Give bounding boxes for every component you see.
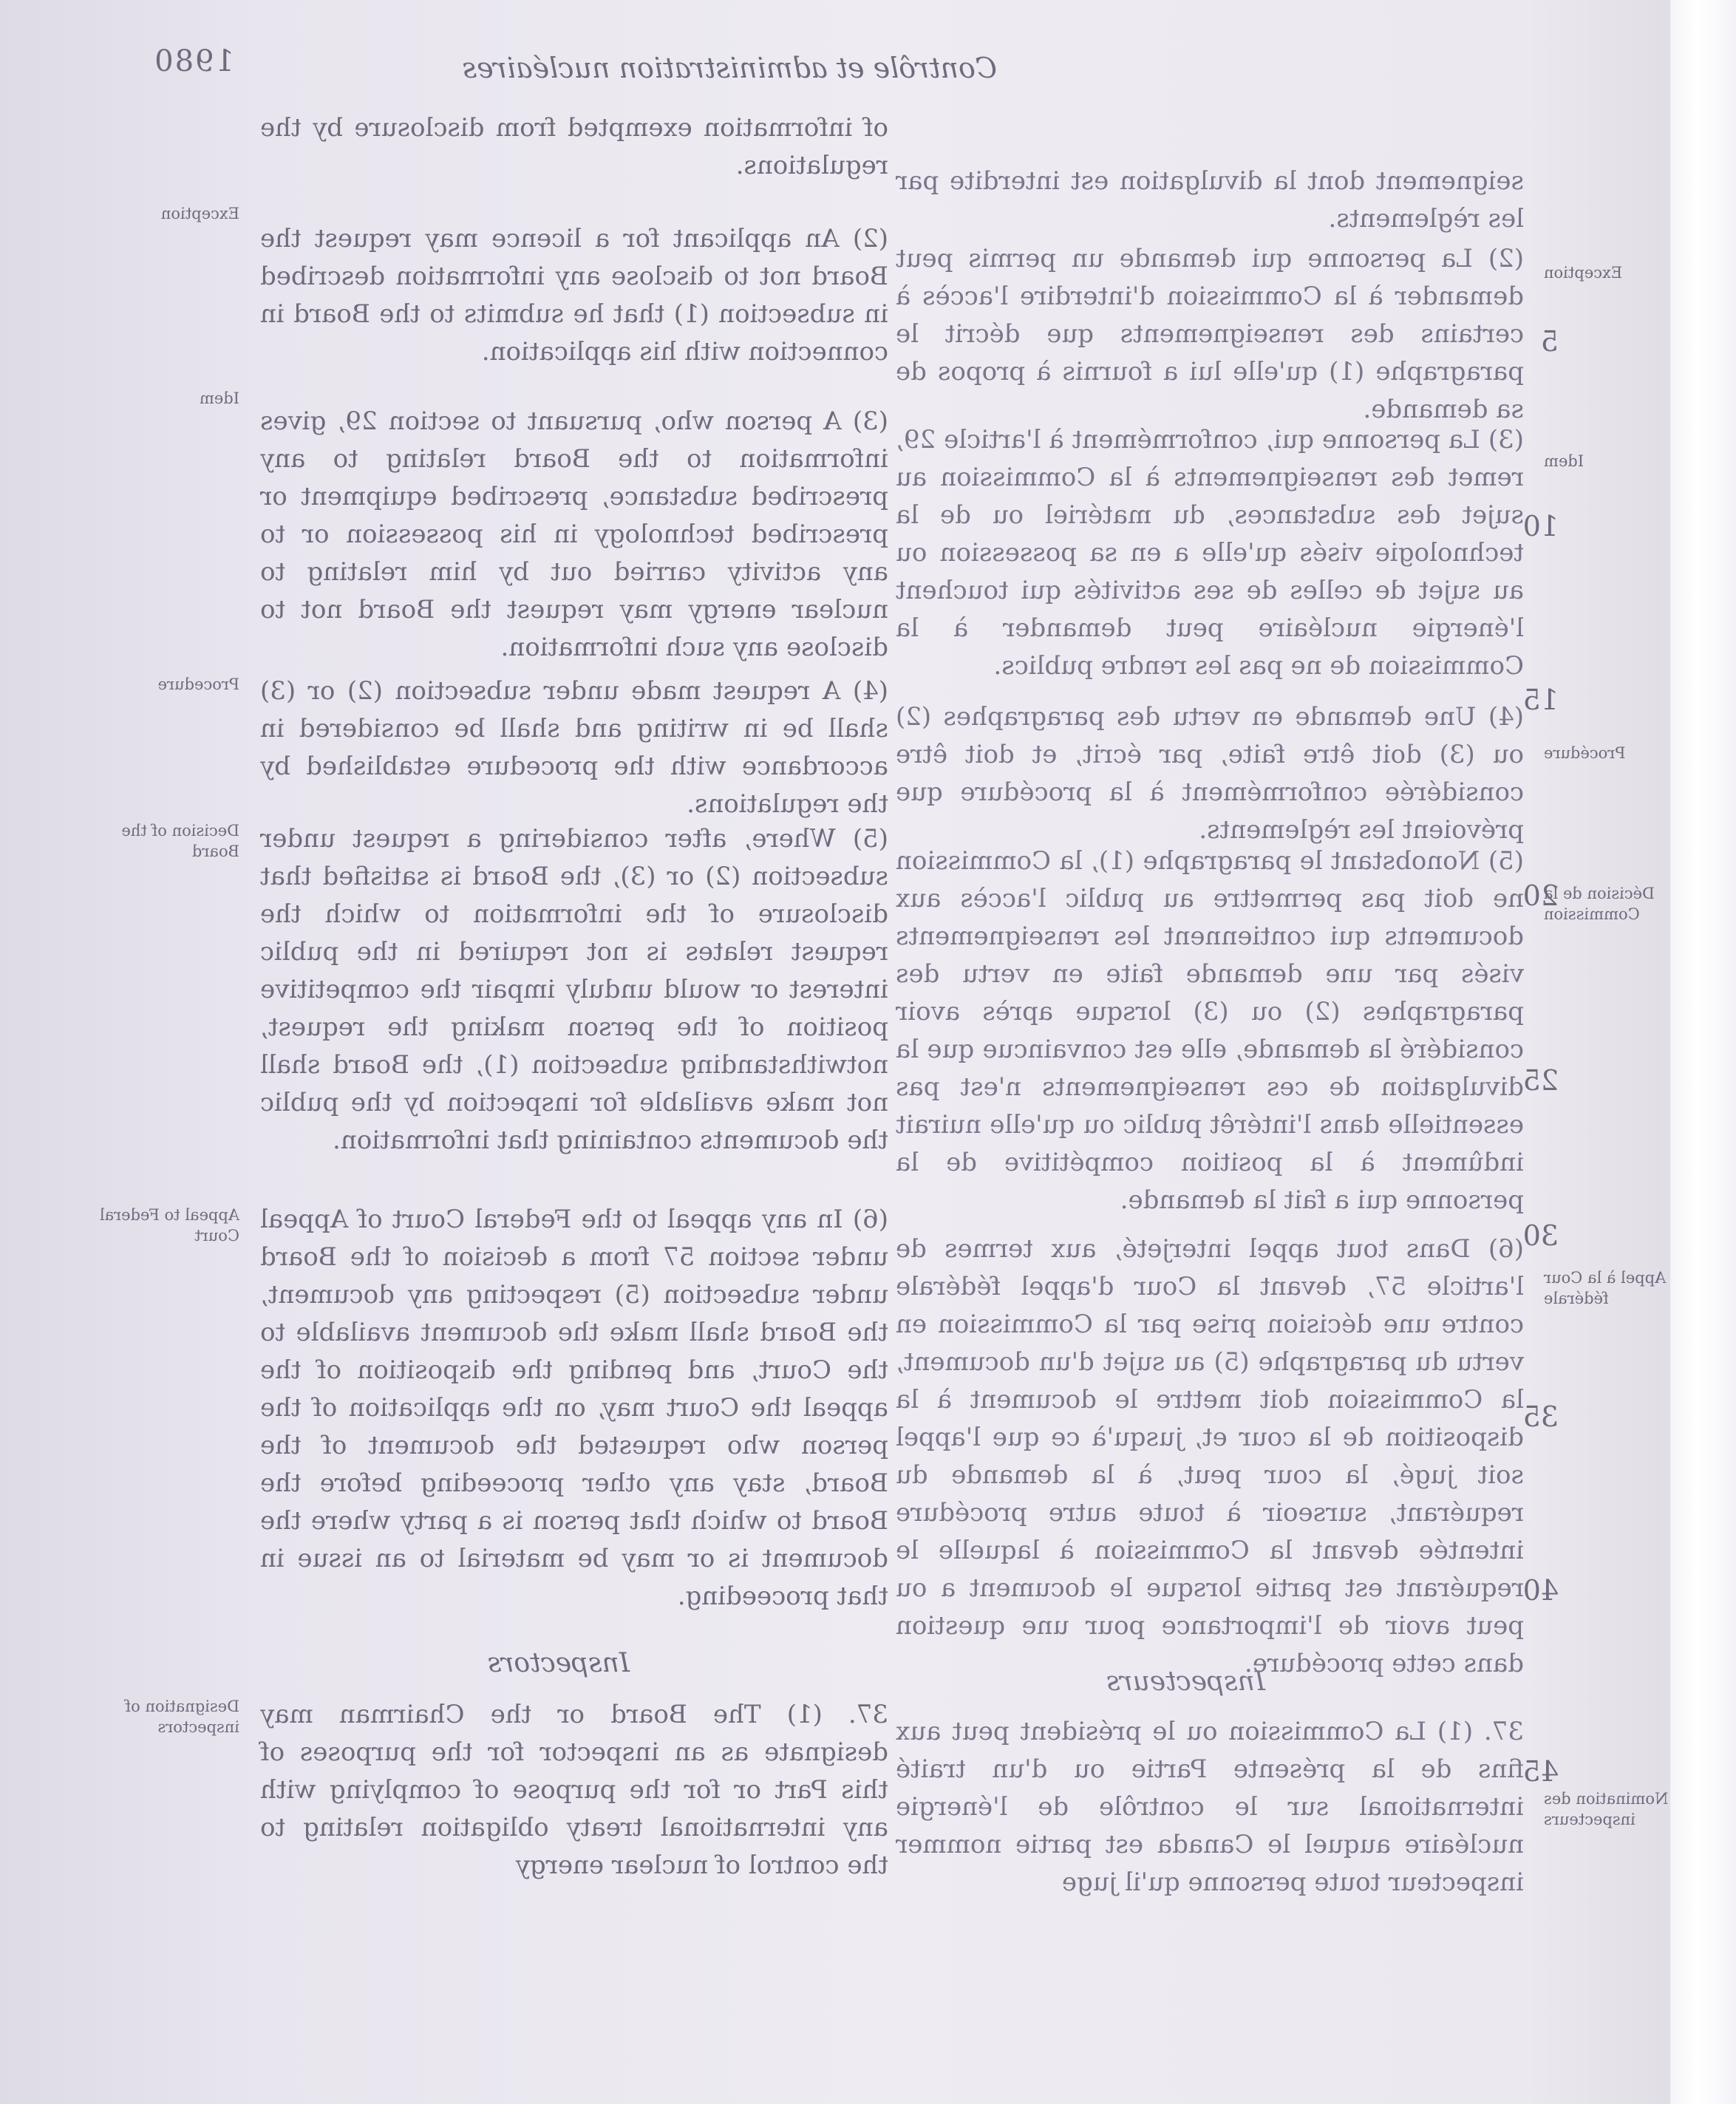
header-title: Contrôle et administration nucléaires (462, 52, 997, 84)
margin-note: Appeal to Federal Court (99, 1206, 239, 1245)
page-edge (1670, 0, 1736, 2104)
section-heading: Inspectors (487, 1648, 630, 1678)
line-number: 45 (1522, 1755, 1559, 1788)
line-number: 40 (1522, 1574, 1559, 1607)
margin-note: Designation of inspectors (125, 1698, 239, 1736)
margin-note: Appel à la Cour fédérale (1544, 1269, 1667, 1307)
line-number: 10 (1522, 510, 1559, 542)
english-paragraph: (4) A request made under subsection (2) or (3) shall be in writing and shall be considered in accordance with the procedure established by the regulations. (260, 676, 888, 819)
french-paragraph: (6) Dans tout appel interjeté, aux termes de l'article 57, devant la Cour d'appel fédérale contre une décision prise par la Commission en vertu du paragraphe (5) au sujet d'un document, la Commission doit mettre le document à la disposition de la cour et, jusqu'à ce que l'appel soit jugé, la cour peut, à la demande du requérant, surseoir à toute autre procédure intentée devant la Commission à laquelle le requérant est partie lorsque le document a ou peut avoir de l'importance pour une question dans cette procédure. (896, 1234, 1524, 1678)
margin-note: Idem (199, 389, 239, 407)
line-number: 5 (1540, 325, 1559, 358)
margin-note: Nomination des inspecteurs (1544, 1790, 1669, 1828)
margin-note: Procédure (1544, 744, 1626, 762)
french-paragraph: (3) La personne qui, conformément à l'article 29, remet des renseignements à la Commission au sujet des substances, du matériel ou de la technologie visés qu'elle a en sa possession ou au sujet de celles de ses activités qui touchent l'énergie nucléaire peut demander à la Commission de ne pas les rendre publics. (896, 425, 1524, 681)
english-paragraph: 37. (1) The Board or the Chairman may designate as an inspector for the purposes of this Part or for the purpose of complying with any international treaty obligation relating to the control of nuclear energy (260, 1700, 888, 1880)
line-number: 25 (1522, 1064, 1559, 1097)
french-paragraph: (2) La personne qui demande un permis peut demander à la Commission d'interdire l'accès à certains des renseignements que décrit le paragraphe (1) qu'elle lui a fournis à propos de sa demande. (896, 244, 1524, 424)
english-paragraph: of information exempted from disclosure by the regulations. (260, 113, 888, 180)
french-paragraph: 37. (1) La Commission ou le président peut aux fins de la présente Partie ou d'un traité international sur le contrôle de l'énergie nucléaire auquel le Canada est partie nommer inspecteur toute personne qu'il juge (896, 1717, 1524, 1897)
line-number: 30 (1522, 1219, 1559, 1252)
english-paragraph: (6) In any appeal to the Federal Court of Appeal under section 57 from a decision of the Board under subsection (5) respecting any document, the Board shall make the document available to the Court, and pending the disposition of the appeal the Court may, on the application of the person who requested the document of the Board, stay any other proceeding before the Board to which that person is a party where the document is or may be material to an issue in that proceeding. (260, 1205, 888, 1611)
line-number: 20 (1522, 879, 1559, 912)
header-year: 1980 (153, 44, 234, 78)
french-paragraph: (4) Une demande en vertu des paragraphes (2) ou (3) doit être faite, par écrit, et doit être considérée conformément à la procédure que prévoient les règlements. (896, 702, 1524, 845)
margin-note: Décision de la Commission (1544, 885, 1655, 923)
english-paragraph: (2) An applicant for a licence may request the Board not to disclose any information described in subsection (1) that he submits to the Board in connection with his application. (260, 224, 888, 367)
english-paragraph: (3) A person who, pursuant to section 29, gives information to the Board relating to any prescribed substance, prescribed equipment or prescribed technology in his possession or to any activity carried out by him relating to nuclear energy may request the Board not to disclose any such information. (260, 406, 888, 662)
margin-note: Exception (1544, 264, 1623, 282)
margin-note: Idem (1544, 452, 1584, 470)
french-paragraph: seignement dont la divulgation est interdite par les règlements. (896, 166, 1524, 234)
margin-note: Exception (160, 205, 239, 222)
line-number: 35 (1522, 1400, 1559, 1433)
french-paragraph: (5) Nonobstant le paragraphe (1), la Commission ne doit pas permettre au public l'accès aux documents qui contiennent les renseignements visés par une demande faite en vertu des paragraphes (2) ou (3) lorsque après avoir considéré la demande, elle est convaincue que la divulgation de ces renseignements n'est pas essentielle dans l'intérêt public ou qu'elle nuirait indûment à la position compétitive de la personne qui a fait la demande. (896, 846, 1524, 1215)
margin-note: Decision of the Board (121, 822, 239, 860)
line-number: 15 (1522, 684, 1559, 716)
section-heading: Inspecteurs (1106, 1666, 1265, 1697)
english-paragraph: (5) Where, after considering a request under subsection (2) or (3), the Board is satisfied that disclosure of the information to which the request relates is not required in the public interest or would unduly impair the competitive position of the person making the request, notwithstanding subsection (1), the Board shall not make available for inspection by the public the documents containing that information. (260, 824, 888, 1155)
margin-note: Procedure (157, 675, 239, 693)
